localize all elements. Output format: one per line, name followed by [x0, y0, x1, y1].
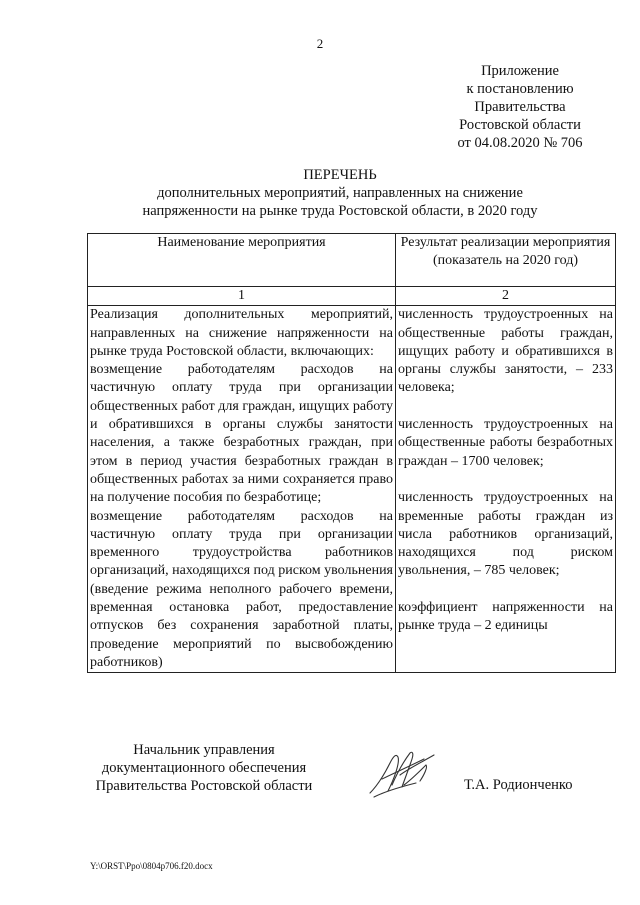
- table-row: [88, 306, 616, 673]
- title-heading: ПЕРЕЧЕНЬ: [303, 167, 377, 183]
- result-paragraph: коэффициент напряженности на рынке труда – 2 единицы: [398, 600, 613, 634]
- measure-paragraph: возмещение работодателям расходов на частичную оплату труда при организации общественных работ для граждан, ищущих работу и обратившихся в органы службы занятости населения, а также безработных граждан, при этом в период участия безработных граждан в общественных работах за ними сохраняется право на получение пособия по безработице;: [90, 362, 393, 506]
- signatory-name: Т.А. Родионченко: [464, 777, 573, 793]
- results-cell: [396, 306, 616, 673]
- appendix-line: от 04.08.2020 № 706: [457, 135, 583, 151]
- measure-paragraph: возмещение работодателям расходов на частичную оплату труда при организации временного трудоустройства работников организаций, находящихся под риском увольнения (введение режима неполного рабочего времени, временная остановка работ, предоставление отпусков без сохранения заработной платы, проведение мероприятий по высвобождению работников): [90, 508, 393, 670]
- result-paragraph: численность трудоустроенных на временные работы граждан из числа работников организаций, находящихся под риском увольнения, – 785 человек;: [398, 490, 613, 579]
- result-paragraph: численность трудоустроенных на общественные работы безработных граждан – 1700 человек;: [398, 417, 613, 469]
- header-result: Результат реализации мероприятия (показатель на 2020 год): [396, 234, 616, 287]
- title-line: дополнительных мероприятий, направленных на снижение: [157, 185, 523, 201]
- appendix-line: Приложение: [481, 63, 559, 79]
- appendix-block: [430, 62, 610, 152]
- measures-table: [87, 233, 616, 673]
- position-line: документационного обеспечения: [101, 760, 307, 776]
- position-line: Правительства Ростовской области: [95, 778, 313, 794]
- measure-paragraph: Реализация дополнительных мероприятий, направленных на снижение напряженности на рынке труда Ростовской области, включающих:: [90, 307, 393, 359]
- appendix-line: Правительства: [474, 99, 566, 115]
- measures-cell: [88, 306, 396, 673]
- document-title: [0, 166, 640, 220]
- appendix-line: Ростовской области: [459, 117, 581, 133]
- table-header-row: [88, 234, 616, 287]
- signatory-position: [86, 741, 322, 795]
- column-number-row: [88, 287, 616, 306]
- position-line: Начальник управления: [133, 742, 275, 758]
- title-line: напряженности на рынке труда Ростовской области, в 2020 году: [142, 203, 538, 219]
- page-number: 2: [316, 36, 324, 51]
- file-path: Y:\ORST\Ppo\0804p706.f20.docx: [90, 861, 213, 871]
- header-measure-name: Наименование мероприятия: [88, 234, 396, 287]
- column-number: 1: [88, 287, 396, 306]
- handwritten-signature: [364, 745, 440, 805]
- result-paragraph: численность трудоустроенных на общественные работы граждан, ищущих работу и обратившихся в органы службы занятости, – 233 человека;: [398, 307, 613, 396]
- appendix-line: к постановлению: [466, 81, 574, 97]
- column-number: 2: [396, 287, 616, 306]
